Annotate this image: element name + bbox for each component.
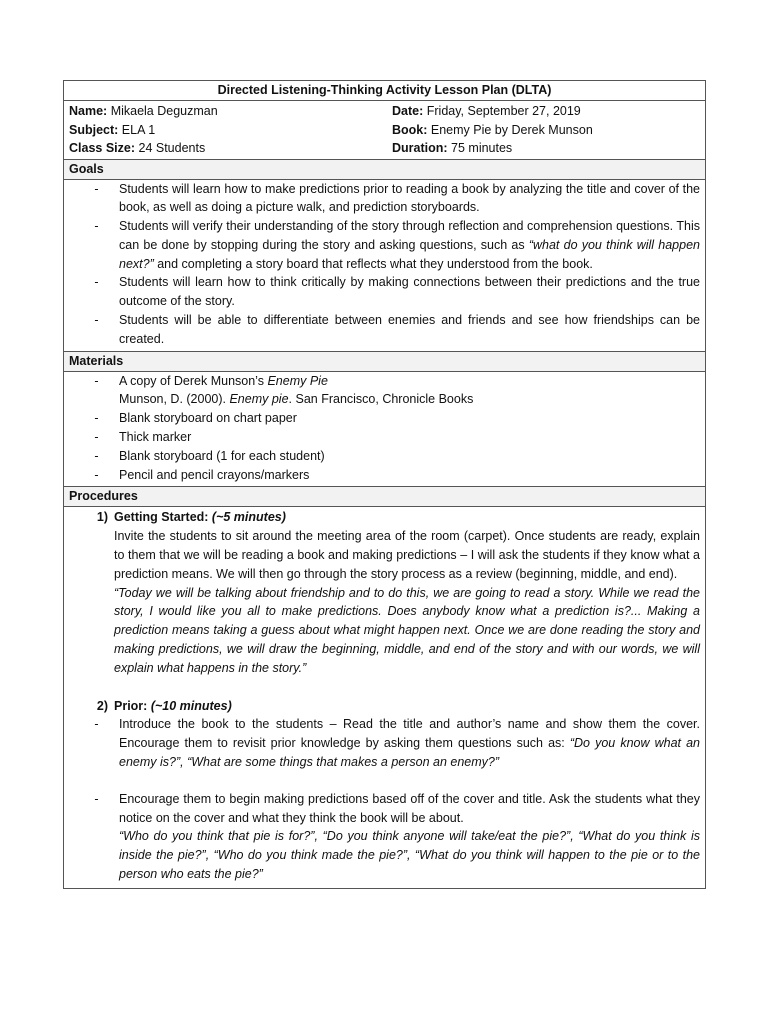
procedures-heading: Procedures <box>64 487 705 507</box>
list-item: - A copy of Derek Munson’s Enemy Pie Munson, D. (2000). Enemy pie. San Francisco, Chronicle Books <box>94 373 474 407</box>
lesson-plan-page <box>63 80 706 889</box>
book-label: Book: <box>392 122 428 137</box>
list-item: - Students will verify their understanding of the story through reflection and comprehension questions. This can be done by stopping during the story and asking questions, such as “what do you think will happen next?” and completing a story board that reflects what they understood from the book. <box>94 219 700 271</box>
list-item: - Thick marker <box>94 430 192 445</box>
class-size-label: Class Size: <box>69 141 136 155</box>
goals-heading: Goals <box>64 160 705 180</box>
step-prior: 2) Prior: (~10 minutes) <box>96 698 232 713</box>
subject-label: Subject: <box>69 122 119 137</box>
duration-value: 75 minutes <box>447 141 513 155</box>
materials-heading: Materials <box>64 352 705 372</box>
list-item: - Pencil and pencil crayons/markers <box>94 467 310 482</box>
list-item: - Blank storyboard (1 for each student) <box>94 448 325 463</box>
goals-list <box>64 180 705 352</box>
date-value: Friday, September 27, 2019 <box>423 104 581 118</box>
name-label: Name: <box>69 104 108 118</box>
lesson-plan-table <box>63 80 706 889</box>
list-item: - Students will learn how to make predictions prior to reading a book by analyzing the title and cover of the book, as well as doing a picture walk, and prediction storyboards. <box>94 181 700 215</box>
materials-list <box>64 372 705 488</box>
duration-label: Duration: <box>392 141 448 155</box>
meta-block <box>64 101 705 160</box>
procedures-body <box>64 508 705 887</box>
name-value: Mikaela Deguzman <box>107 104 218 118</box>
date-label: Date: <box>392 104 424 118</box>
subject-value: ELA 1 <box>118 122 156 137</box>
step1-text: Invite the students to sit around the meeting area of the room (carpet). Once students are ready, explain to them that we will be reading a book and making predictions – I will ask the students if they know what a prediction means. We will then go through the story process as a review (beginning, middle, and end). <box>114 529 700 581</box>
page-title: Directed Listening-Thinking Activity Lesson Plan (DLTA) <box>64 81 705 101</box>
class-size-value: 24 Students <box>135 141 206 155</box>
list-item: - Encourage them to begin making predictions based off of the cover and title. Ask the students what they notice on the cover and what they think the book will be about. “Who do you think that pie is for?”, “Do you think anyone will take/eat the pie?”, “What do you think is inside the pie?”, “Who do you think made the pie?”, “What do you think will happen to the pie or to the person who eats the pie?” <box>94 791 700 881</box>
list-item: - Students will be able to differentiate between enemies and friends and see how friendships can be created. <box>94 313 700 346</box>
book-value: Enemy Pie by Derek Munson <box>427 122 593 137</box>
step1-quote: “Today we will be talking about friendship and to do this, we are going to read a story. While we read the story, I would like you all to make predictions. Does anybody know what a prediction is?... Making a prediction means taking a guess about what might happen next. Once we are done reading the story and making predictions, we will draw the beginning, middle, and end of the story and with our words, we will explain what happens in the story.” <box>114 585 700 675</box>
list-item: - Students will learn how to think critically by making connections between their predictions and the true outcome of the story. <box>94 275 700 309</box>
step-getting-started: 1) Getting Started: (~5 minutes) <box>96 510 286 525</box>
list-item: - Blank storyboard on chart paper <box>94 411 297 426</box>
list-item: - Introduce the book to the students – Read the title and author’s name and show them the cover. Encourage them to revisit prior knowledge by asking them questions such as: “Do you know what an enemy is?”, “What are some things that makes a person an enemy?” <box>94 717 700 770</box>
